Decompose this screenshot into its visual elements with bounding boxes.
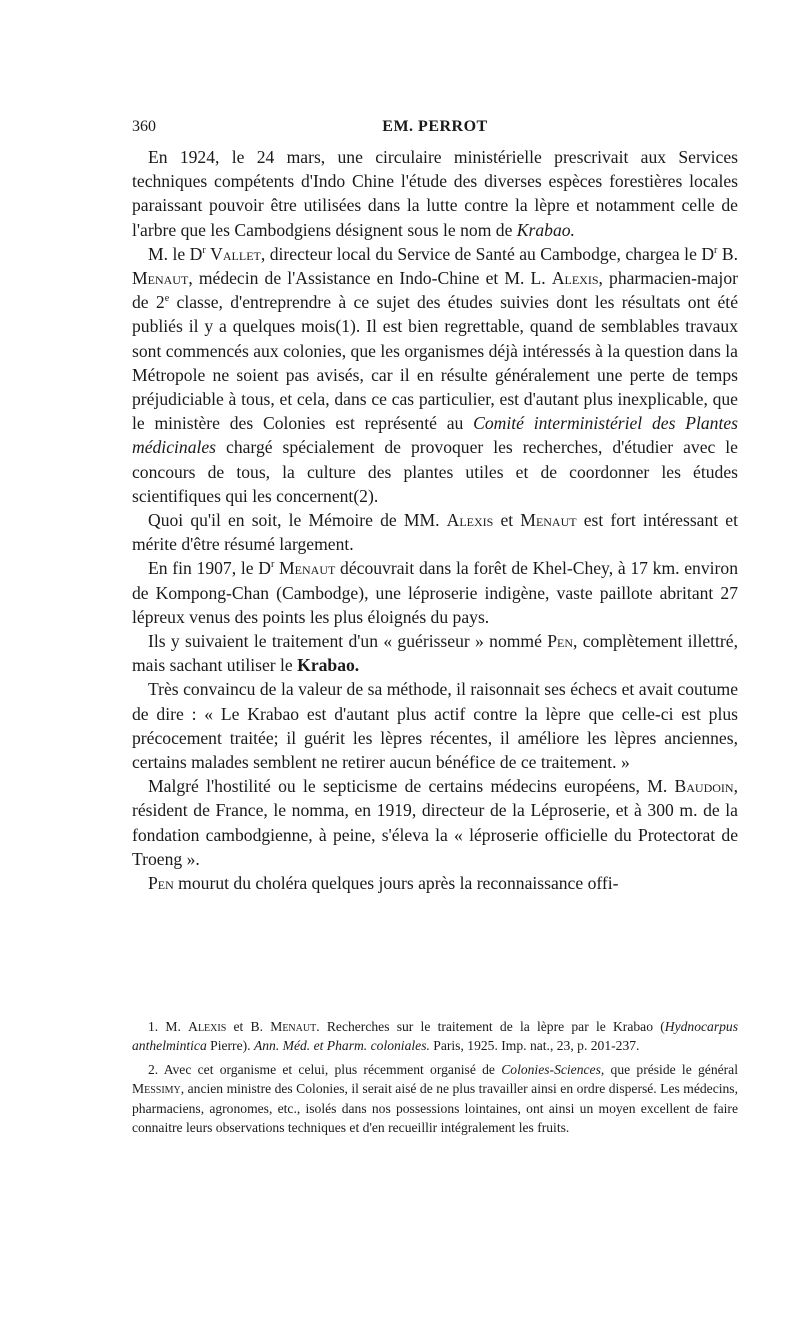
author-name: Vallet bbox=[210, 243, 261, 264]
paragraph: En fin 1907, le $D^r$ Menaut découvrait dans la forêt de Khel-Chey, à 17 km. environ de Kompong-Chan (Cambodge), une léproserie indigène, vaste paillote abritant 27 lépreux venus des points les plus éloignés du pays. bbox=[132, 558, 738, 627]
footnote-ref: (1) bbox=[335, 316, 356, 337]
paragraph: Pen mourut du choléra quelques jours après la reconnaissance offi- bbox=[148, 873, 619, 894]
footnote-ref: (2) bbox=[353, 485, 374, 506]
paragraph: Malgré l'hostilité ou le septicisme de certains médecins européens, M. Baudoin, résident de France, le nomma, en 1919, directeur de la Léproserie, et à 300 m. de la fondation cambodgienne, à peine, s'éleva la « léproserie officielle du Protectorat de Troeng ». bbox=[132, 776, 738, 869]
page-number: 360 bbox=[132, 118, 156, 135]
footnote-2: 2. Avec cet organisme et celui, plus récemment organisé de Colonies-Sciences, que préside le général Messimy, ancien ministre des Colonies, il serait aisé de ne plus travailler ainsi en ordre dispersé. Les médecins, pharmaciens, agronomes, etc., isolés dans nos possessions lointaines, ont ainsi un moyen excellent de faire connaitre leurs observations techniques et d'en recueillir intégralement les fruits. bbox=[132, 1061, 738, 1136]
paragraph: Quoi qu'il en soit, le Mémoire de MM. Alexis et Menaut est fort intéressant et mérite d'être résumé largement. bbox=[132, 510, 738, 555]
committee-name: Comité interministériel des Plantes médicinales bbox=[132, 413, 738, 458]
paragraph: M. le $D^r$ Vallet, directeur local du Service de Santé au Cambodge, chargea le $D^r$ B. Menaut, médecin de l'Assistance en Indo-Chine et M. L. Alexis, pharmacien-major de 2e classe, d'entreprendre à ce sujet des études suivies dont les résultats ont été publiés il y a quelques mois(1). Il est bien regrettable, quand de semblables travaux sont commencés aux colonies, que les organismes déjà intéressés à la question dans la Métropole ne soient pas avisés, car il en résulte généralement une perte de temps préjudiciable à tous, et cela, dans ce cas particulier, est d'autant plus inexplicable, que le ministère des Colonies est représenté au Comité interministériel des Plantes médicinales chargé spécialement de provoquer les recherches, d'étudier avec le concours de tous, la culture des plantes utiles et de coordonner les études scientifiques qui les concernent(2). bbox=[132, 243, 738, 506]
paragraph: En 1924, le 24 mars, une circulaire ministérielle prescrivait aux Services techniques compétents d'Indo Chine l'étude des diverses espèces forestières locales paraissant pouvoir être utilisées dans la lutte contre la lèpre et notamment celle de l'arbre que les Cambodgiens désignent sous le nom de Krabao. bbox=[132, 147, 738, 240]
running-head: EM. PERROT bbox=[382, 118, 488, 135]
author-name: Alexis bbox=[551, 268, 599, 289]
page-header bbox=[132, 118, 738, 140]
footnote-1: 1. M. Alexis et B. Menaut. Recherches sur le traitement de la lèpre par le Krabao (Hydnocarpus anthelmintica Pierre). Ann. Méd. et Pharm. coloniales. Paris, 1925. Imp. nat., 23, p. 201-237. bbox=[132, 1019, 738, 1054]
main-text bbox=[132, 145, 738, 895]
footnotes bbox=[132, 1017, 738, 1141]
author-name: Menaut bbox=[132, 268, 189, 289]
paragraph: Ils y suivaient le traitement d'un « guérisseur » nommé Pen, complètement illettré, mais sachant utiliser le Krabao. bbox=[132, 631, 739, 676]
paragraph: Très convaincu de la valeur de sa méthode, il raisonnait ses échecs et avait coutume de dire : « Le Krabao est d'autant plus actif contre la lèpre que celle-ci est plus précocement traitée; il guérit les lèpres récentes, il améliore les lèpres anciennes, certains malades semblent ne retirer aucun bénéfice de ce traitement. » bbox=[132, 679, 738, 773]
